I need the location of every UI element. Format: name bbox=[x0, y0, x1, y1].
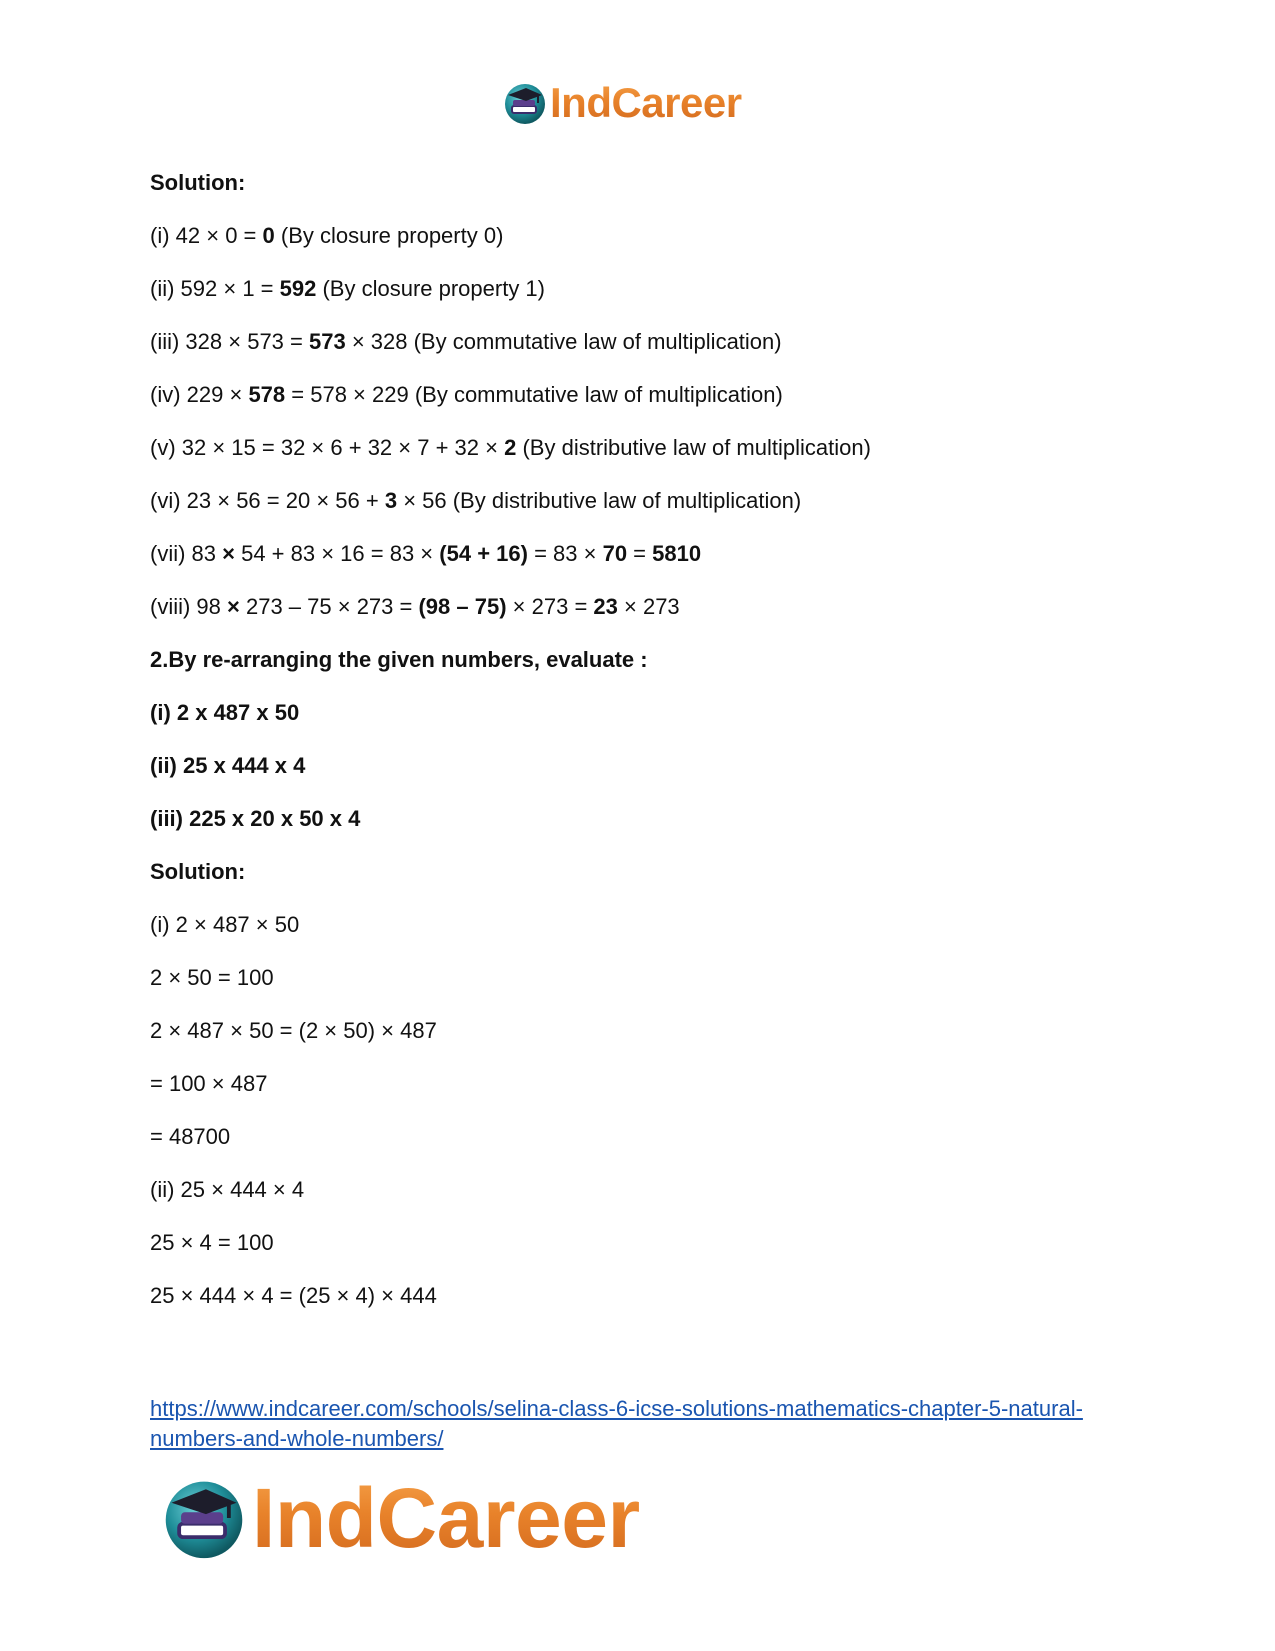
solution-line: (viii) 98 × 273 – 75 × 273 = (98 – 75) × 273 = 23 × 273 bbox=[150, 594, 680, 619]
logo-wordmark: IndCareer bbox=[550, 79, 742, 126]
solution-step: 25 × 444 × 4 = (25 × 4) × 444 bbox=[150, 1283, 437, 1308]
solution-heading: Solution: bbox=[150, 170, 246, 195]
solution-step: 25 × 4 = 100 bbox=[150, 1230, 274, 1255]
solution-line: (i) 42 × 0 = 0 (By closure property 0) bbox=[150, 223, 504, 248]
solution-heading: Solution: bbox=[150, 859, 246, 884]
footer-logo bbox=[160, 1468, 640, 1568]
solution-step: = 48700 bbox=[150, 1124, 231, 1149]
solution-line: (v) 32 × 15 = 32 × 6 + 32 × 7 + 32 × 2 (By distributive law of multiplication) bbox=[150, 435, 871, 460]
solution-line: (vi) 23 × 56 = 20 × 56 + 3 × 56 (By distributive law of multiplication) bbox=[150, 488, 802, 513]
logo-wordmark: IndCareer bbox=[252, 1470, 640, 1565]
graduation-cap-globe-icon bbox=[160, 1474, 248, 1562]
question-part: (ii) 25 x 444 x 4 bbox=[150, 753, 306, 778]
solution-step: 2 × 50 = 100 bbox=[150, 965, 274, 990]
source-link[interactable]: https://www.indcareer.com/schools/selina-class-6-icse-solutions-mathematics-chapter-5-natural-numbers-and-whole-numbers/ bbox=[150, 1396, 1083, 1451]
solution-line: (ii) 592 × 1 = 592 (By closure property 1) bbox=[150, 276, 545, 301]
question-part: (iii) 225 x 20 x 50 x 4 bbox=[150, 806, 361, 831]
solution-step: = 100 × 487 bbox=[150, 1071, 268, 1096]
question-part: (i) 2 x 487 x 50 bbox=[150, 700, 300, 725]
solution-step: (ii) 25 × 444 × 4 bbox=[150, 1177, 305, 1202]
solution-line: (iii) 328 × 573 = 573 × 328 (By commutative law of multiplication) bbox=[150, 329, 782, 354]
solution-line: (vii) 83 × 54 + 83 × 16 = 83 × (54 + 16) = 83 × 70 = 5810 bbox=[150, 541, 702, 566]
solution-step: (i) 2 × 487 × 50 bbox=[150, 912, 300, 937]
graduation-cap-globe-icon bbox=[502, 80, 548, 126]
solution-line: (iv) 229 × 578 = 578 × 229 (By commutative law of multiplication) bbox=[150, 382, 783, 407]
question-heading: 2.By re-arranging the given numbers, evaluate : bbox=[150, 647, 648, 672]
solution-step: 2 × 487 × 50 = (2 × 50) × 487 bbox=[150, 1018, 437, 1043]
header-logo bbox=[502, 78, 742, 128]
